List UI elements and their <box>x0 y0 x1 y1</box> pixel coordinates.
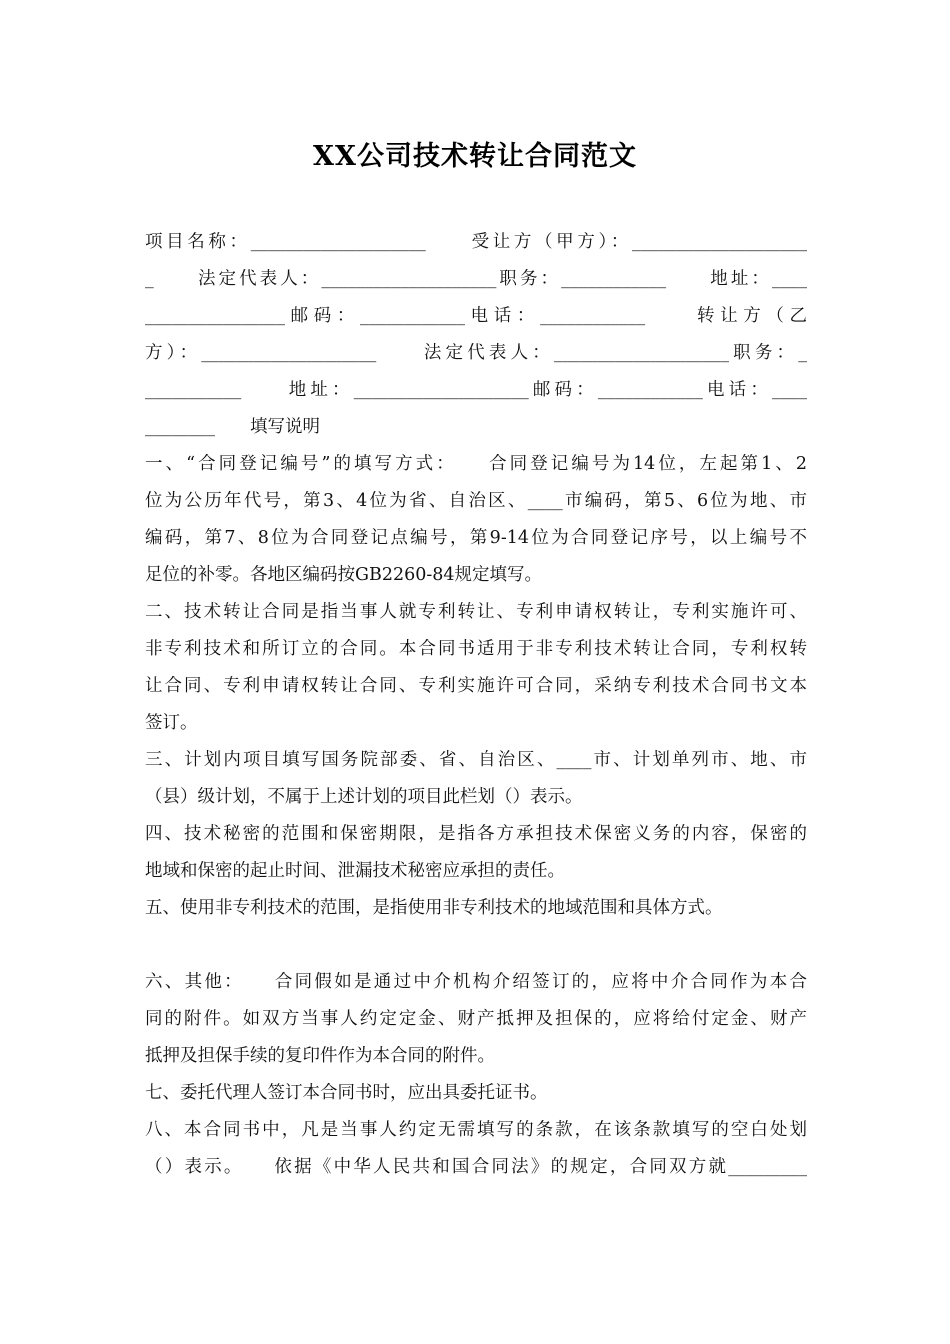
text-line: 八、本合同书中，凡是当事人约定无需填写的条款，在该条款填写的空白处划 <box>145 1120 807 1140</box>
text-line: 项目名称：____________________ 受让方（甲方）：____________________ <box>145 232 807 252</box>
text-line: 三、计划内项目填写国务院部委、省、自治区、____市、计划单列市、地、市 <box>145 750 807 770</box>
text-line: 六、其他： 合同假如是通过中介机构介绍签订的，应将中介合同作为本合 <box>145 972 807 992</box>
text-line: 位为公历年代号，第3、4位为省、自治区、____市编码，第5、6位为地、市 <box>145 491 807 511</box>
text-line: 编码，第7、8位为合同登记点编号，第9-14位为合同登记序号，以上编号不 <box>145 528 807 548</box>
text-line: 地域和保密的起止时间、泄漏技术秘密应承担的责任。 <box>145 861 565 881</box>
text-line: 足位的补零。各地区编码按GB2260-84规定填写。 <box>145 565 543 585</box>
text-line: （县）级计划，不属于上述计划的项目此栏划（）表示。 <box>145 787 583 807</box>
text-line: 签订。 <box>145 713 198 733</box>
text-line: 抵押及担保手续的复印件作为本合同的附件。 <box>145 1046 495 1066</box>
text-line: 一、“合同登记编号”的填写方式： 合同登记编号为14位，左起第1、2 <box>145 454 807 474</box>
text-line: 四、技术秘密的范围和保密期限，是指各方承担技术保密义务的内容，保密的 <box>145 824 807 844</box>
text-line: 七、委托代理人签订本合同书时，应出具委托证书。 <box>145 1083 548 1103</box>
text-line: 二、技术转让合同是指当事人就专利转让、专利申请权转让，专利实施许可、 <box>145 602 807 622</box>
text-line: 同的附件。如双方当事人约定定金、财产抵押及担保的，应将给付定金、财产 <box>145 1009 807 1029</box>
text-line: ________ 填写说明 <box>145 417 320 437</box>
text-line: 五、使用非专利技术的范围，是指使用非专利技术的地域范围和具体方式。 <box>145 898 723 918</box>
blank-line <box>145 927 807 964</box>
document-body <box>145 224 807 1186</box>
text-line: 方）：____________________ 法定代表人：____________________职务：_ <box>145 343 807 363</box>
document-title: XX公司技术转让合同范文 <box>313 141 637 172</box>
text-line: ___________ 地址：____________________邮码：____________电话：____ <box>145 380 807 400</box>
text-line: 让合同、专利申请权转让合同、专利实施许可合同，采纳专利技术合同书文本 <box>145 676 807 696</box>
text-line: _ 法定代表人：____________________职务：____________ 地址：____ <box>145 269 807 289</box>
text-line: （）表示。 依据《中华人民共和国合同法》的规定，合同双方就_________ <box>145 1157 807 1177</box>
text-line: 非专利技术和所订立的合同。本合同书适用于非专利技术转让合同，专利权转 <box>145 639 807 659</box>
text-line: ________________邮码：____________电话：____________ 转让方（乙 <box>145 306 807 326</box>
